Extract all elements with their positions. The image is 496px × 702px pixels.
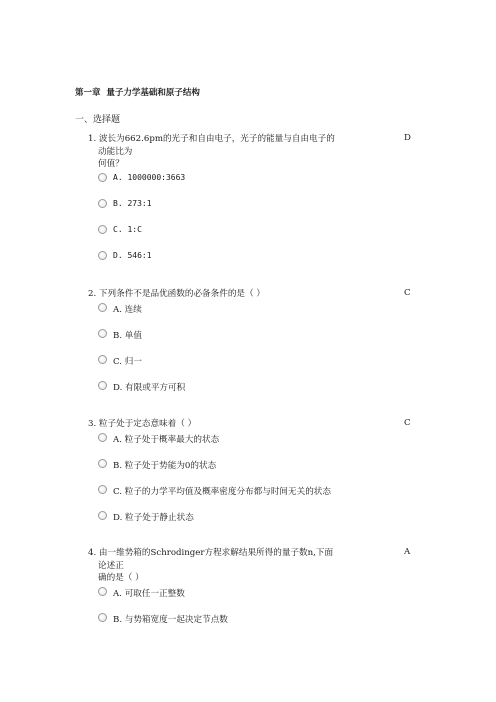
- radio-button[interactable]: [98, 225, 107, 234]
- question-line: 动能比为: [98, 146, 133, 157]
- option-b[interactable]: [98, 327, 418, 353]
- option-b[interactable]: [98, 611, 418, 637]
- option-d[interactable]: [98, 509, 418, 535]
- chapter-title: 第一章 量子力学基础和原子结构: [75, 88, 200, 98]
- option-label: B. 单值: [113, 330, 142, 341]
- option-label: C. 粒子的力学平均值及概率密度分布都与时间无关的状态: [113, 486, 331, 497]
- question-1: [88, 133, 418, 275]
- radio-button[interactable]: [98, 613, 107, 622]
- option-a[interactable]: [98, 301, 418, 327]
- radio-button[interactable]: [98, 587, 107, 596]
- radio-button[interactable]: [98, 303, 107, 312]
- option-c[interactable]: [98, 223, 418, 249]
- question-line: 3. 粒子处于定态意味着（ ）: [88, 419, 197, 429]
- radio-button[interactable]: [98, 355, 107, 364]
- question-text: [88, 418, 363, 431]
- answer-key: C: [404, 288, 411, 298]
- question-4: [88, 547, 418, 637]
- option-a[interactable]: [98, 431, 418, 457]
- option-label: B. 273:1: [113, 198, 152, 208]
- radio-button[interactable]: [98, 433, 107, 442]
- radio-button[interactable]: [98, 459, 107, 468]
- option-label: A. 粒子处于概率最大的状态: [113, 434, 220, 445]
- option-label: A. 1000000:3663: [113, 172, 186, 182]
- question-3: [88, 418, 418, 535]
- option-label: C. 1:C: [113, 224, 142, 234]
- question-line: 论述正: [98, 560, 124, 571]
- radio-button[interactable]: [98, 173, 107, 182]
- option-label: B. 粒子处于势能为0的状态: [113, 460, 217, 471]
- radio-button[interactable]: [98, 329, 107, 338]
- answer-key: D: [404, 133, 411, 143]
- option-d[interactable]: [98, 249, 418, 275]
- radio-button[interactable]: [98, 511, 107, 520]
- option-b[interactable]: [98, 197, 418, 223]
- option-c[interactable]: [98, 353, 418, 379]
- question-2: [88, 288, 418, 405]
- option-b[interactable]: [98, 457, 418, 483]
- option-d[interactable]: [98, 379, 418, 405]
- question-line: 1. 波长为662.6pm的光子和自由电子，光子的能量与自由电子的: [88, 134, 335, 144]
- option-label: D. 546:1: [113, 250, 152, 260]
- option-c[interactable]: [98, 483, 418, 509]
- radio-button[interactable]: [98, 485, 107, 494]
- question-line: 2. 下列条件不是品优函数的必备条件的是（ ）: [88, 289, 265, 299]
- option-label: D. 粒子处于静止状态: [113, 512, 194, 523]
- option-label: D. 有限或平方可积: [113, 382, 186, 393]
- question-line: 4. 由一维势箱的Schrodinger方程求解结果所得的量子数n,下面: [88, 548, 334, 558]
- section-title: 一、选择题: [75, 115, 121, 125]
- option-label: A. 可取任一正整数: [113, 588, 185, 599]
- question-text: [88, 288, 363, 301]
- question-text: [88, 133, 363, 171]
- option-a[interactable]: [98, 171, 418, 197]
- answer-key: C: [404, 418, 411, 428]
- radio-button[interactable]: [98, 381, 107, 390]
- radio-button[interactable]: [98, 251, 107, 260]
- option-label: C. 归一: [113, 356, 142, 367]
- answer-key: A: [404, 547, 411, 557]
- question-text: [88, 547, 363, 585]
- question-line: 确的是（ ）: [98, 573, 144, 583]
- option-label: B. 与势箱宽度一起决定节点数: [113, 614, 228, 625]
- question-line: 何值？: [98, 159, 124, 169]
- option-label: A. 连续: [113, 304, 142, 315]
- option-a[interactable]: [98, 585, 418, 611]
- radio-button[interactable]: [98, 199, 107, 208]
